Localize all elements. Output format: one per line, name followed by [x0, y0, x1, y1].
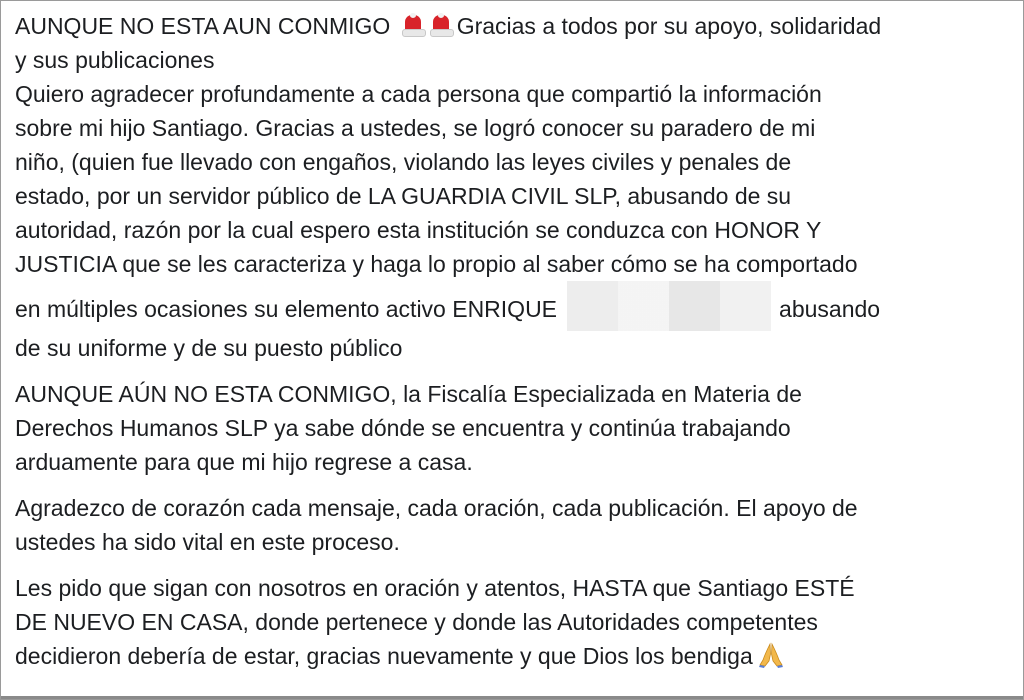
post-line	[15, 639, 1015, 673]
post-line: arduamente para que mi hijo regrese a casa.	[15, 449, 473, 475]
post-line	[15, 281, 1015, 331]
paragraph-1	[15, 9, 1015, 365]
post-line	[15, 9, 1015, 43]
santa-hat-icon	[401, 13, 425, 37]
paragraph-4	[15, 571, 1015, 673]
post-line: Quiero agradecer profundamente a cada persona que compartió la información	[15, 81, 822, 107]
paragraph-2	[15, 377, 1015, 479]
post-text: AUNQUE NO ESTA AUN CONMIGO	[15, 13, 397, 39]
post-text: decidieron debería de estar, gracias nuevamente y que Dios los bendiga	[15, 643, 753, 669]
post-line: JUSTICIA que se les caracteriza y haga lo propio al saber cómo se ha comportado	[15, 251, 858, 277]
post-line: Agradezco de corazón cada mensaje, cada oración, cada publicación. El apoyo de	[15, 495, 858, 521]
post-line: autoridad, razón por la cual espero esta institución se conduzca con HONOR Y	[15, 217, 822, 243]
post-line: de su uniforme y de su puesto público	[15, 335, 403, 361]
post-body	[15, 9, 1015, 685]
bottom-edge	[1, 696, 1023, 699]
post-line: sobre mi hijo Santiago. Gracias a ustedes, se logró conocer su paradero de mi	[15, 115, 816, 141]
folded-hands-icon	[757, 642, 785, 668]
post-line: y sus publicaciones	[15, 47, 215, 73]
post-text: abusando	[779, 296, 881, 322]
post-line: AUNQUE AÚN NO ESTA CONMIGO, la Fiscalía Especializada en Materia de	[15, 381, 802, 407]
post-line: Derechos Humanos SLP ya sabe dónde se encuentra y continúa trabajando	[15, 415, 791, 441]
paragraph-3	[15, 491, 1015, 559]
post-line: niño, (quien fue llevado con engaños, violando las leyes civiles y penales de	[15, 149, 792, 175]
redacted-name-blur	[567, 281, 771, 331]
santa-hat-icon	[429, 13, 453, 37]
post-line: ustedes ha sido vital en este proceso.	[15, 529, 400, 555]
post-line: Les pido que sigan con nosotros en oración y atentos, HASTA que Santiago ESTÉ	[15, 575, 855, 601]
post-text: Gracias a todos por su apoyo, solidaridad	[456, 13, 882, 39]
post-text: en múltiples ocasiones su elemento activo ENRIQUE	[15, 296, 558, 322]
post-line: DE NUEVO EN CASA, donde pertenece y donde las Autoridades competentes	[15, 609, 818, 635]
post-line: estado, por un servidor público de LA GUARDIA CIVIL SLP, abusando de su	[15, 183, 792, 209]
